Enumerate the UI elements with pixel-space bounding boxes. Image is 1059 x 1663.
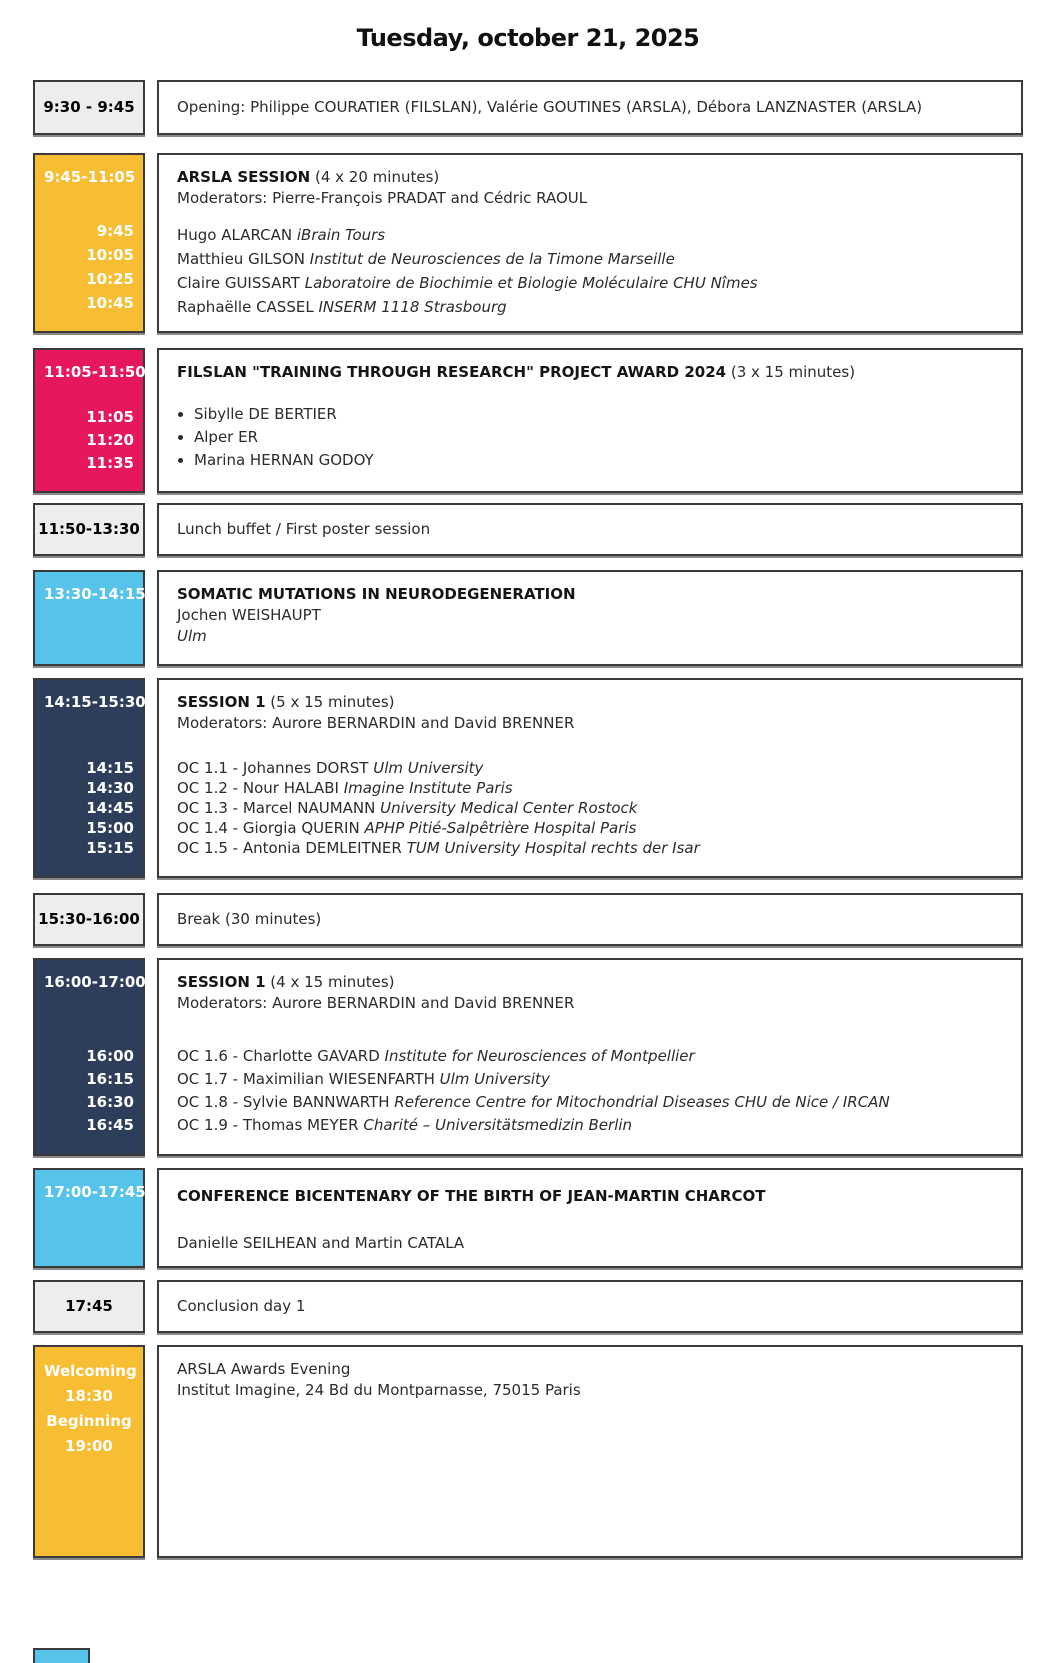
talk-item <box>177 1091 1003 1114</box>
talk-item <box>177 295 1003 319</box>
text-line: Lunch buffet / First poster session <box>177 520 431 538</box>
talk-item <box>177 247 1003 271</box>
time-slot-label: 11:20 <box>86 431 134 449</box>
time-slot-list <box>44 219 134 315</box>
talk-list <box>177 758 1003 858</box>
talk-affiliation: APHP Pitié-Salpêtrière Hospital Paris <box>364 819 637 837</box>
text-line: Break (30 minutes) <box>177 910 322 928</box>
content-cell <box>157 1345 1023 1558</box>
talk-speaker: OC 1.2 - Nour HALABI <box>177 779 344 797</box>
time-slot-label: 14:15 <box>86 759 134 777</box>
talk-list <box>177 1045 1003 1137</box>
content-cell <box>157 153 1023 333</box>
talk-affiliation: Institut de Neurosciences de la Timone Marseille <box>309 250 675 268</box>
time-cell <box>33 893 145 946</box>
time-slot-label: 16:00 <box>86 1047 134 1065</box>
session-title: SESSION 1 <box>177 973 266 991</box>
talk-item <box>177 818 1003 838</box>
talk-affiliation: TUM University Hospital rechts der Isar <box>406 839 700 857</box>
talk-speaker: OC 1.4 - Giorgia QUERIN <box>177 819 365 837</box>
talk-affiliation: Ulm University <box>373 759 484 777</box>
text-line: Conclusion day 1 <box>177 1297 306 1315</box>
talk-speaker: OC 1.6 - Charlotte GAVARD <box>177 1047 385 1065</box>
schedule-row <box>33 348 1023 493</box>
session-title: CONFERENCE BICENTENARY OF THE BIRTH OF JEAN-MARTIN CHARCOT <box>177 1187 766 1205</box>
time-range-label: 9:30 - 9:45 <box>43 98 135 116</box>
text-line: Danielle SEILHEAN and Martin CATALA <box>177 1234 465 1252</box>
session-heading <box>177 584 1003 605</box>
time-range-label: 17:00-17:45 <box>44 1183 146 1201</box>
talk-affiliation: Imagine Institute Paris <box>343 779 513 797</box>
talk-affiliation: Institute for Neurosciences of Montpellier <box>384 1047 695 1065</box>
talk-item <box>177 1068 1003 1091</box>
time-cell <box>33 503 145 556</box>
session-duration: (5 x 15 minutes) <box>265 693 395 711</box>
next-day-block-partial <box>33 1648 90 1663</box>
schedule-row <box>33 678 1023 878</box>
session-title: FILSLAN "TRAINING THROUGH RESEARCH" PROJECT AWARD 2024 <box>177 363 727 381</box>
session-title: SOMATIC MUTATIONS IN NEURODEGENERATION <box>177 585 576 603</box>
time-slot-label: 11:05 <box>86 408 134 426</box>
talk-affiliation: Laboratoire de Biochimie et Biologie Moléculaire CHU Nîmes <box>304 274 758 292</box>
talk-affiliation: iBrain Tours <box>296 226 386 244</box>
session-heading <box>177 167 1003 188</box>
talk-speaker: OC 1.5 - Antonia DEMLEITNER <box>177 839 407 857</box>
time-line-label: 19:00 <box>65 1437 113 1455</box>
time-slot-label: 11:35 <box>86 454 134 472</box>
text-line: Opening: Philippe COURATIER (FILSLAN), Valérie GOUTINES (ARSLA), Débora LANZNASTER (ARSLA) <box>177 98 923 116</box>
page-title: Tuesday, october 21, 2025 <box>356 24 700 52</box>
time-range-label: 16:00-17:00 <box>44 973 146 991</box>
time-cell <box>33 153 145 333</box>
time-slot-label: 14:30 <box>86 779 134 797</box>
time-slot-label: 10:05 <box>86 246 134 264</box>
text-line: Jochen WEISHAUPT <box>177 606 321 624</box>
time-slot-label: 15:15 <box>86 839 134 857</box>
talk-item <box>177 223 1003 247</box>
schedule <box>33 80 1059 1558</box>
time-cell <box>33 1168 145 1268</box>
session-title: SESSION 1 <box>177 693 266 711</box>
time-slot-label: 14:45 <box>86 799 134 817</box>
talk-item <box>177 758 1003 778</box>
content-cell <box>157 348 1023 493</box>
schedule-row <box>33 80 1023 135</box>
content-cell <box>157 958 1023 1156</box>
time-cell <box>33 80 145 135</box>
session-heading <box>177 972 1003 993</box>
bullet-item: • Alper ER <box>194 426 1003 449</box>
time-slot-label: 9:45 <box>96 222 134 240</box>
time-cell <box>33 570 145 666</box>
talk-speaker: OC 1.3 - Marcel NAUMANN <box>177 799 381 817</box>
talk-item <box>177 838 1003 858</box>
time-slot-label: 16:45 <box>86 1116 134 1134</box>
text-line: Moderators: Aurore BERNARDIN and David BRENNER <box>177 714 575 732</box>
time-slot-label: 15:00 <box>86 819 134 837</box>
schedule-row <box>33 153 1023 333</box>
time-slot-label: 16:15 <box>86 1070 134 1088</box>
schedule-row <box>33 1280 1023 1333</box>
schedule-row <box>33 1345 1023 1558</box>
time-range-label: 11:05-11:50 <box>44 363 146 381</box>
talk-affiliation: Charité – Universitätsmedizin Berlin <box>363 1116 633 1134</box>
talk-speaker: OC 1.8 - Sylvie BANNWARTH <box>177 1093 395 1111</box>
talk-speaker: Raphaëlle CASSEL <box>177 298 319 316</box>
talk-speaker: OC 1.9 - Thomas MEYER <box>177 1116 364 1134</box>
time-range-label: 15:30-16:00 <box>38 910 140 928</box>
content-cell <box>157 570 1023 666</box>
content-cell <box>157 1280 1023 1333</box>
text-line: Moderators: Aurore BERNARDIN and David BRENNER <box>177 994 575 1012</box>
schedule-row <box>33 1168 1023 1268</box>
talk-item <box>177 271 1003 295</box>
content-cell <box>157 678 1023 878</box>
session-heading <box>177 362 1003 383</box>
schedule-row <box>33 570 1023 666</box>
talk-speaker: Hugo ALARCAN <box>177 226 297 244</box>
time-cell <box>33 1345 145 1558</box>
time-slot-list <box>44 758 134 858</box>
time-slot-list <box>44 1045 134 1137</box>
talk-affiliation: INSERM 1118 Strasbourg <box>318 298 507 316</box>
talk-affiliation: Ulm University <box>439 1070 550 1088</box>
talk-speaker: OC 1.1 - Johannes DORST <box>177 759 374 777</box>
time-cell <box>33 348 145 493</box>
text-line: ARSLA Awards Evening <box>177 1360 351 1378</box>
talk-list <box>177 223 1003 319</box>
bullet-item: • Sibylle DE BERTIER <box>194 403 1003 426</box>
content-cell <box>157 1168 1023 1268</box>
content-cell <box>157 80 1023 135</box>
schedule-row <box>33 958 1023 1156</box>
time-range-label: 13:30-14:15 <box>44 585 146 603</box>
talk-speaker: Claire GUISSART <box>177 274 305 292</box>
talk-item <box>177 1045 1003 1068</box>
session-duration: (4 x 15 minutes) <box>265 973 395 991</box>
talk-affiliation: Reference Centre for Mitochondrial Diseases CHU de Nice / IRCAN <box>394 1093 890 1111</box>
schedule-row <box>33 503 1023 556</box>
text-line: Institut Imagine, 24 Bd du Montparnasse, 75015 Paris <box>177 1381 581 1399</box>
text-line: Moderators: Pierre-François PRADAT and Cédric RAOUL <box>177 189 588 207</box>
talk-item <box>177 798 1003 818</box>
time-cell <box>33 678 145 878</box>
time-range-label: 14:15-15:30 <box>44 693 146 711</box>
talk-affiliation: University Medical Center Rostock <box>380 799 638 817</box>
time-slot-list <box>44 406 134 475</box>
time-range-label: 11:50-13:30 <box>38 520 140 538</box>
text-line: Ulm <box>177 627 207 645</box>
talk-item <box>177 778 1003 798</box>
content-cell <box>157 893 1023 946</box>
time-line-label: 18:30 <box>65 1387 113 1405</box>
talk-item <box>177 1114 1003 1137</box>
time-line-label: Beginning <box>46 1412 132 1430</box>
session-heading <box>177 692 1003 713</box>
time-cell <box>33 958 145 1156</box>
session-title: ARSLA SESSION <box>177 168 311 186</box>
time-range-label: 9:45-11:05 <box>44 168 136 186</box>
time-range-label: 17:45 <box>65 1297 113 1315</box>
content-cell <box>157 503 1023 556</box>
time-slot-label: 16:30 <box>86 1093 134 1111</box>
time-line-label: Welcoming <box>44 1362 137 1380</box>
session-duration: (4 x 20 minutes) <box>310 168 440 186</box>
time-cell <box>33 1280 145 1333</box>
schedule-row <box>33 893 1023 946</box>
talk-speaker: OC 1.7 - Maximilian WIESENFARTH <box>177 1070 440 1088</box>
bullet-item: • Marina HERNAN GODOY <box>194 449 1003 472</box>
talk-speaker: Matthieu GILSON <box>177 250 310 268</box>
time-slot-label: 10:25 <box>86 270 134 288</box>
time-slot-label: 10:45 <box>86 294 134 312</box>
bullet-list <box>177 403 1003 472</box>
session-heading <box>177 1186 1003 1207</box>
session-duration: (3 x 15 minutes) <box>726 363 856 381</box>
